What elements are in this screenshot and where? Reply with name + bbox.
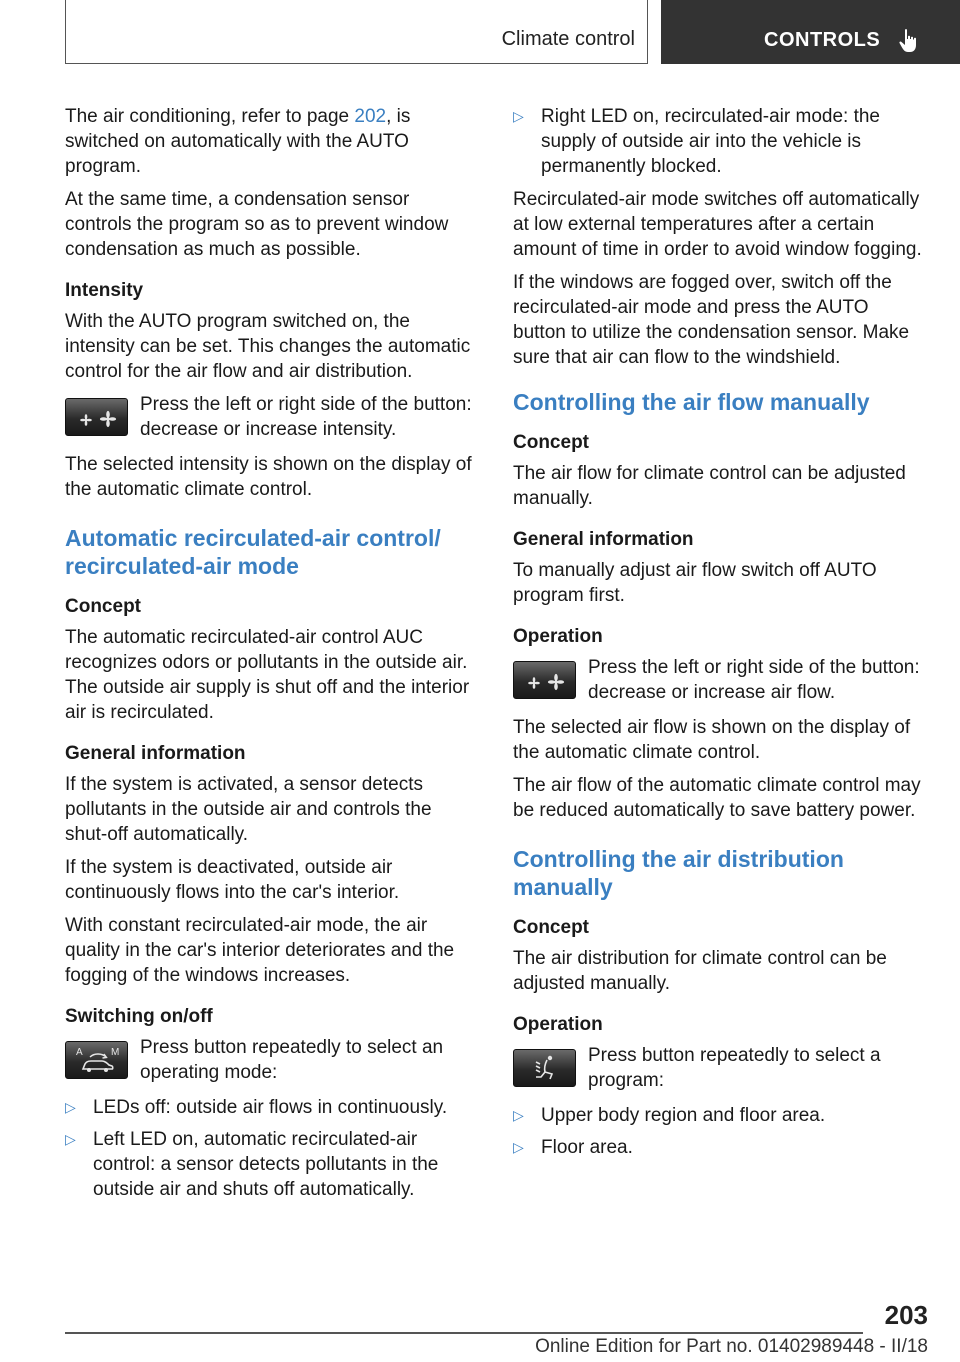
page-link[interactable]: 202 bbox=[354, 106, 387, 127]
triangle-bullet-icon: ▷ bbox=[513, 108, 524, 124]
paragraph: The automatic recirculated-air control AUC recognizes odors or pollutants in the outside air. The outside air supply is shut off and the interior air is recirculated. bbox=[65, 627, 470, 723]
air-distribution-button-icon bbox=[513, 1049, 576, 1087]
right-column bbox=[513, 104, 925, 1168]
paragraph: With the AUTO program switched on, the intensity can be set. This changes the automatic control for the air flow and air distribution. bbox=[65, 311, 471, 382]
triangle-bullet-icon: ▷ bbox=[65, 1099, 76, 1115]
paragraph: The air conditioning, refer to page 202, is switched on automatically with the AUTO program. bbox=[65, 106, 411, 177]
paragraph: At the same time, a condensation sensor controls the program so as to prevent window condensation as much as possible. bbox=[65, 189, 449, 260]
subheading-general-information: General information bbox=[65, 743, 246, 764]
header-section-box bbox=[65, 0, 648, 64]
subheading-concept: Concept bbox=[513, 917, 589, 938]
section-title-air-flow: Controlling the air flow manually bbox=[513, 389, 870, 415]
recirculation-button-icon bbox=[65, 1041, 128, 1079]
fan-button-icon bbox=[513, 661, 576, 699]
pointing-hand-icon bbox=[897, 28, 921, 54]
section-title-recirculation: Automatic recirculated-air control/ recirculated-air mode bbox=[65, 525, 441, 579]
triangle-bullet-icon: ▷ bbox=[65, 1131, 76, 1147]
paragraph: If the system is activated, a sensor detects pollutants in the outside air and controls the shut-off automatically. bbox=[65, 774, 432, 845]
paragraph: The selected intensity is shown on the display of the automatic climate control. bbox=[65, 454, 472, 500]
paragraph: The air flow of the automatic climate control may be reduced automatically to save battery power. bbox=[513, 775, 921, 821]
triangle-bullet-icon: ▷ bbox=[513, 1139, 524, 1155]
mode-list bbox=[65, 1095, 477, 1202]
list-item: ▷ Right LED on, recirculated-air mode: the supply of outside air into the vehicle is permanently blocked. bbox=[513, 106, 880, 177]
subheading-general-information: General information bbox=[513, 529, 694, 550]
paragraph: If the system is deactivated, outside air continuously flows into the car's interior. bbox=[65, 857, 400, 903]
header-section-title: Climate control bbox=[501, 28, 635, 50]
instruction-text: Press button repeatedly to select an operating mode: bbox=[140, 1037, 444, 1083]
button-instruction bbox=[513, 1043, 925, 1093]
paragraph: The air distribution for climate control can be adjusted manually. bbox=[513, 948, 887, 994]
subheading-switching: Switching on/off bbox=[65, 1006, 213, 1027]
paragraph: If the windows are fogged over, switch off the recirculated-air mode and press the AUTO button to utilize the condensation sensor. Make sure that air can flow to the windshield. bbox=[513, 272, 910, 368]
button-instruction bbox=[513, 655, 925, 705]
list-item: ▷ LEDs off: outside air flows in continuously. bbox=[65, 1097, 448, 1118]
instruction-text: Press the left or right side of the button: decrease or increase air flow. bbox=[588, 657, 920, 703]
paragraph: To manually adjust air flow switch off AUTO program first. bbox=[513, 560, 877, 606]
paragraph: Recirculated-air mode switches off automatically at low external temperatures after a certain amount of time in order to avoid window fogging. bbox=[513, 189, 922, 260]
subheading-concept: Concept bbox=[65, 596, 141, 617]
subheading-operation: Operation bbox=[513, 626, 603, 647]
instruction-text: Press the left or right side of the button: decrease or increase intensity. bbox=[140, 394, 472, 440]
mode-list-continued bbox=[513, 104, 925, 179]
paragraph: The air flow for climate control can be adjusted manually. bbox=[513, 463, 906, 509]
section-title-air-distribution: Controlling the air distribution manually bbox=[513, 846, 844, 900]
subheading-intensity: Intensity bbox=[65, 280, 144, 301]
left-column bbox=[65, 104, 477, 1210]
button-instruction bbox=[65, 1035, 477, 1085]
list-item: ▷ Upper body region and floor area. bbox=[513, 1105, 826, 1126]
header-chapter-box bbox=[661, 0, 960, 64]
header-chapter-title: CONTROLS bbox=[764, 29, 881, 51]
fan-button-icon bbox=[65, 398, 128, 436]
paragraph: The selected air flow is shown on the display of the automatic climate control. bbox=[513, 717, 911, 763]
list-item: ▷ Floor area. bbox=[513, 1137, 633, 1158]
button-instruction bbox=[65, 392, 477, 442]
svg-text:A: A bbox=[76, 1047, 83, 1058]
subheading-operation: Operation bbox=[513, 1014, 603, 1035]
distribution-list bbox=[513, 1103, 925, 1160]
svg-text:M: M bbox=[111, 1047, 120, 1058]
triangle-bullet-icon: ▷ bbox=[513, 1107, 524, 1123]
instruction-text: Press button repeatedly to select a program: bbox=[588, 1045, 881, 1091]
page-number: 203 bbox=[884, 1300, 928, 1330]
list-item: ▷ Left LED on, automatic recirculated-air control: a sensor detects pollutants in the outside air and shuts off automatically. bbox=[65, 1129, 439, 1200]
subheading-concept: Concept bbox=[513, 432, 589, 453]
paragraph: With constant recirculated-air mode, the air quality in the car's interior deteriorates and the fogging of the windows increases. bbox=[65, 915, 455, 986]
footer-edition: Online Edition for Part no. 01402989448 - II/18 bbox=[535, 1336, 928, 1357]
footer-divider bbox=[65, 1332, 863, 1334]
